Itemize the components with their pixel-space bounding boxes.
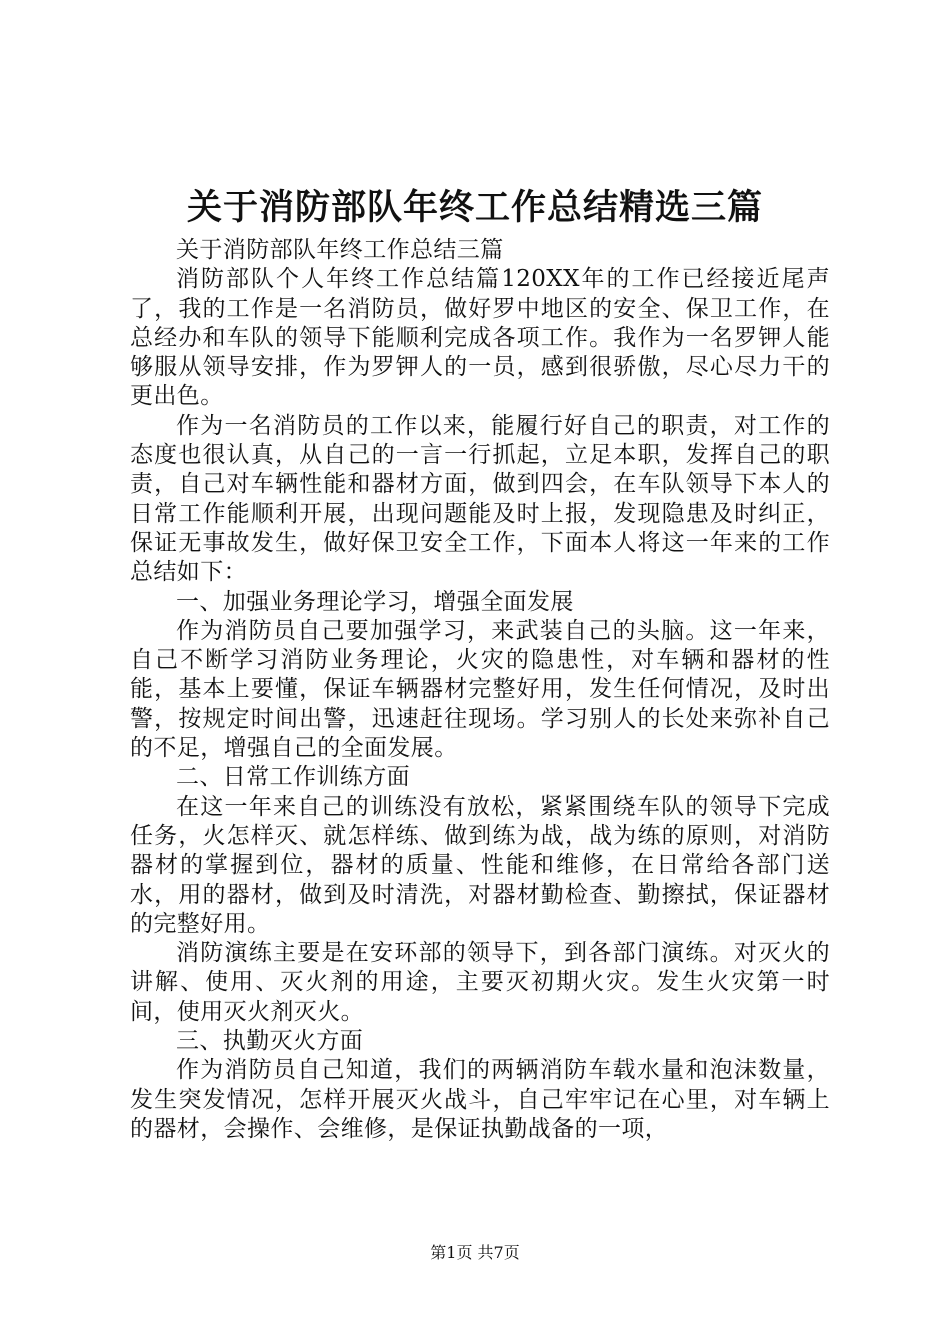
- body-paragraph: 消防演练主要是在安环部的领导下，到各部门演练。对灭火的讲解、使用、灭火剂的用途，主要灭初期火灾。发生火灾第一时间，使用灭火剂灭火。: [130, 940, 830, 1025]
- body-paragraph: 作为消防员自己要加强学习，来武装自己的头脑。这一年来，自己不断学习消防业务理论，火灾的隐患性，对车辆和器材的性能，基本上要懂，保证车辆器材完整好用，发生任何情况，及时出警，按规定时间出警，迅速赶往现场。学习别人的长处来弥补自己的不足，增强自己的全面发展。: [130, 617, 830, 762]
- body-paragraph: 在这一年来自己的训练没有放松，紧紧围绕车队的领导下完成任务，火怎样灭、就怎样练、做到练为战，战为练的原则，对消防器材的掌握到位，器材的质量、性能和维修，在日常给各部门送水，用的器材，做到及时清洗，对器材勤检查、勤擦拭，保证器材的完整好用。: [130, 793, 830, 937]
- page-number-footer: 第1页 共7页: [430, 1243, 520, 1262]
- section-heading: 一、加强业务理论学习，增强全面发展: [176, 588, 574, 615]
- section-heading: 三、执勤灭火方面: [176, 1028, 364, 1055]
- section-heading: 二、日常工作训练方面: [176, 764, 410, 791]
- document-body: [130, 236, 830, 1144]
- subtitle-paragraph: 关于消防部队年终工作总结三篇: [176, 237, 504, 263]
- body-paragraph: 作为一名消防员的工作以来，能履行好自己的职责，对工作的态度也很认真，从自己的一言一行抓起，立足本职，发挥自己的职责，自己对车辆性能和器材方面，做到四会，在车队领导下本人的日常工作能顺利开展，出现问题能及时上报，发现隐患及时纠正，保证无事故发生，做好保卫安全工作，下面本人将这一年来的工作总结如下：: [130, 412, 830, 586]
- body-paragraph: 作为消防员自己知道，我们的两辆消防车载水量和泡沫数量，发生突发情况，怎样开展灭火战斗，自己牢牢记在心里，对车辆上的器材，会操作、会维修，是保证执勤战备的一项，: [130, 1057, 830, 1142]
- body-paragraph: 消防部队个人年终工作总结篇120XX年的工作已经接近尾声了，我的工作是一名消防员，做好罗中地区的安全、保卫工作，在总经办和车队的领导下能顺利完成各项工作。我作为一名罗钾人能够服从领导安排，作为罗钾人的一员，感到很骄傲，尽心尽力干的更出色。: [130, 266, 830, 410]
- document-title: 关于消防部队年终工作总结精选三篇: [186, 187, 763, 228]
